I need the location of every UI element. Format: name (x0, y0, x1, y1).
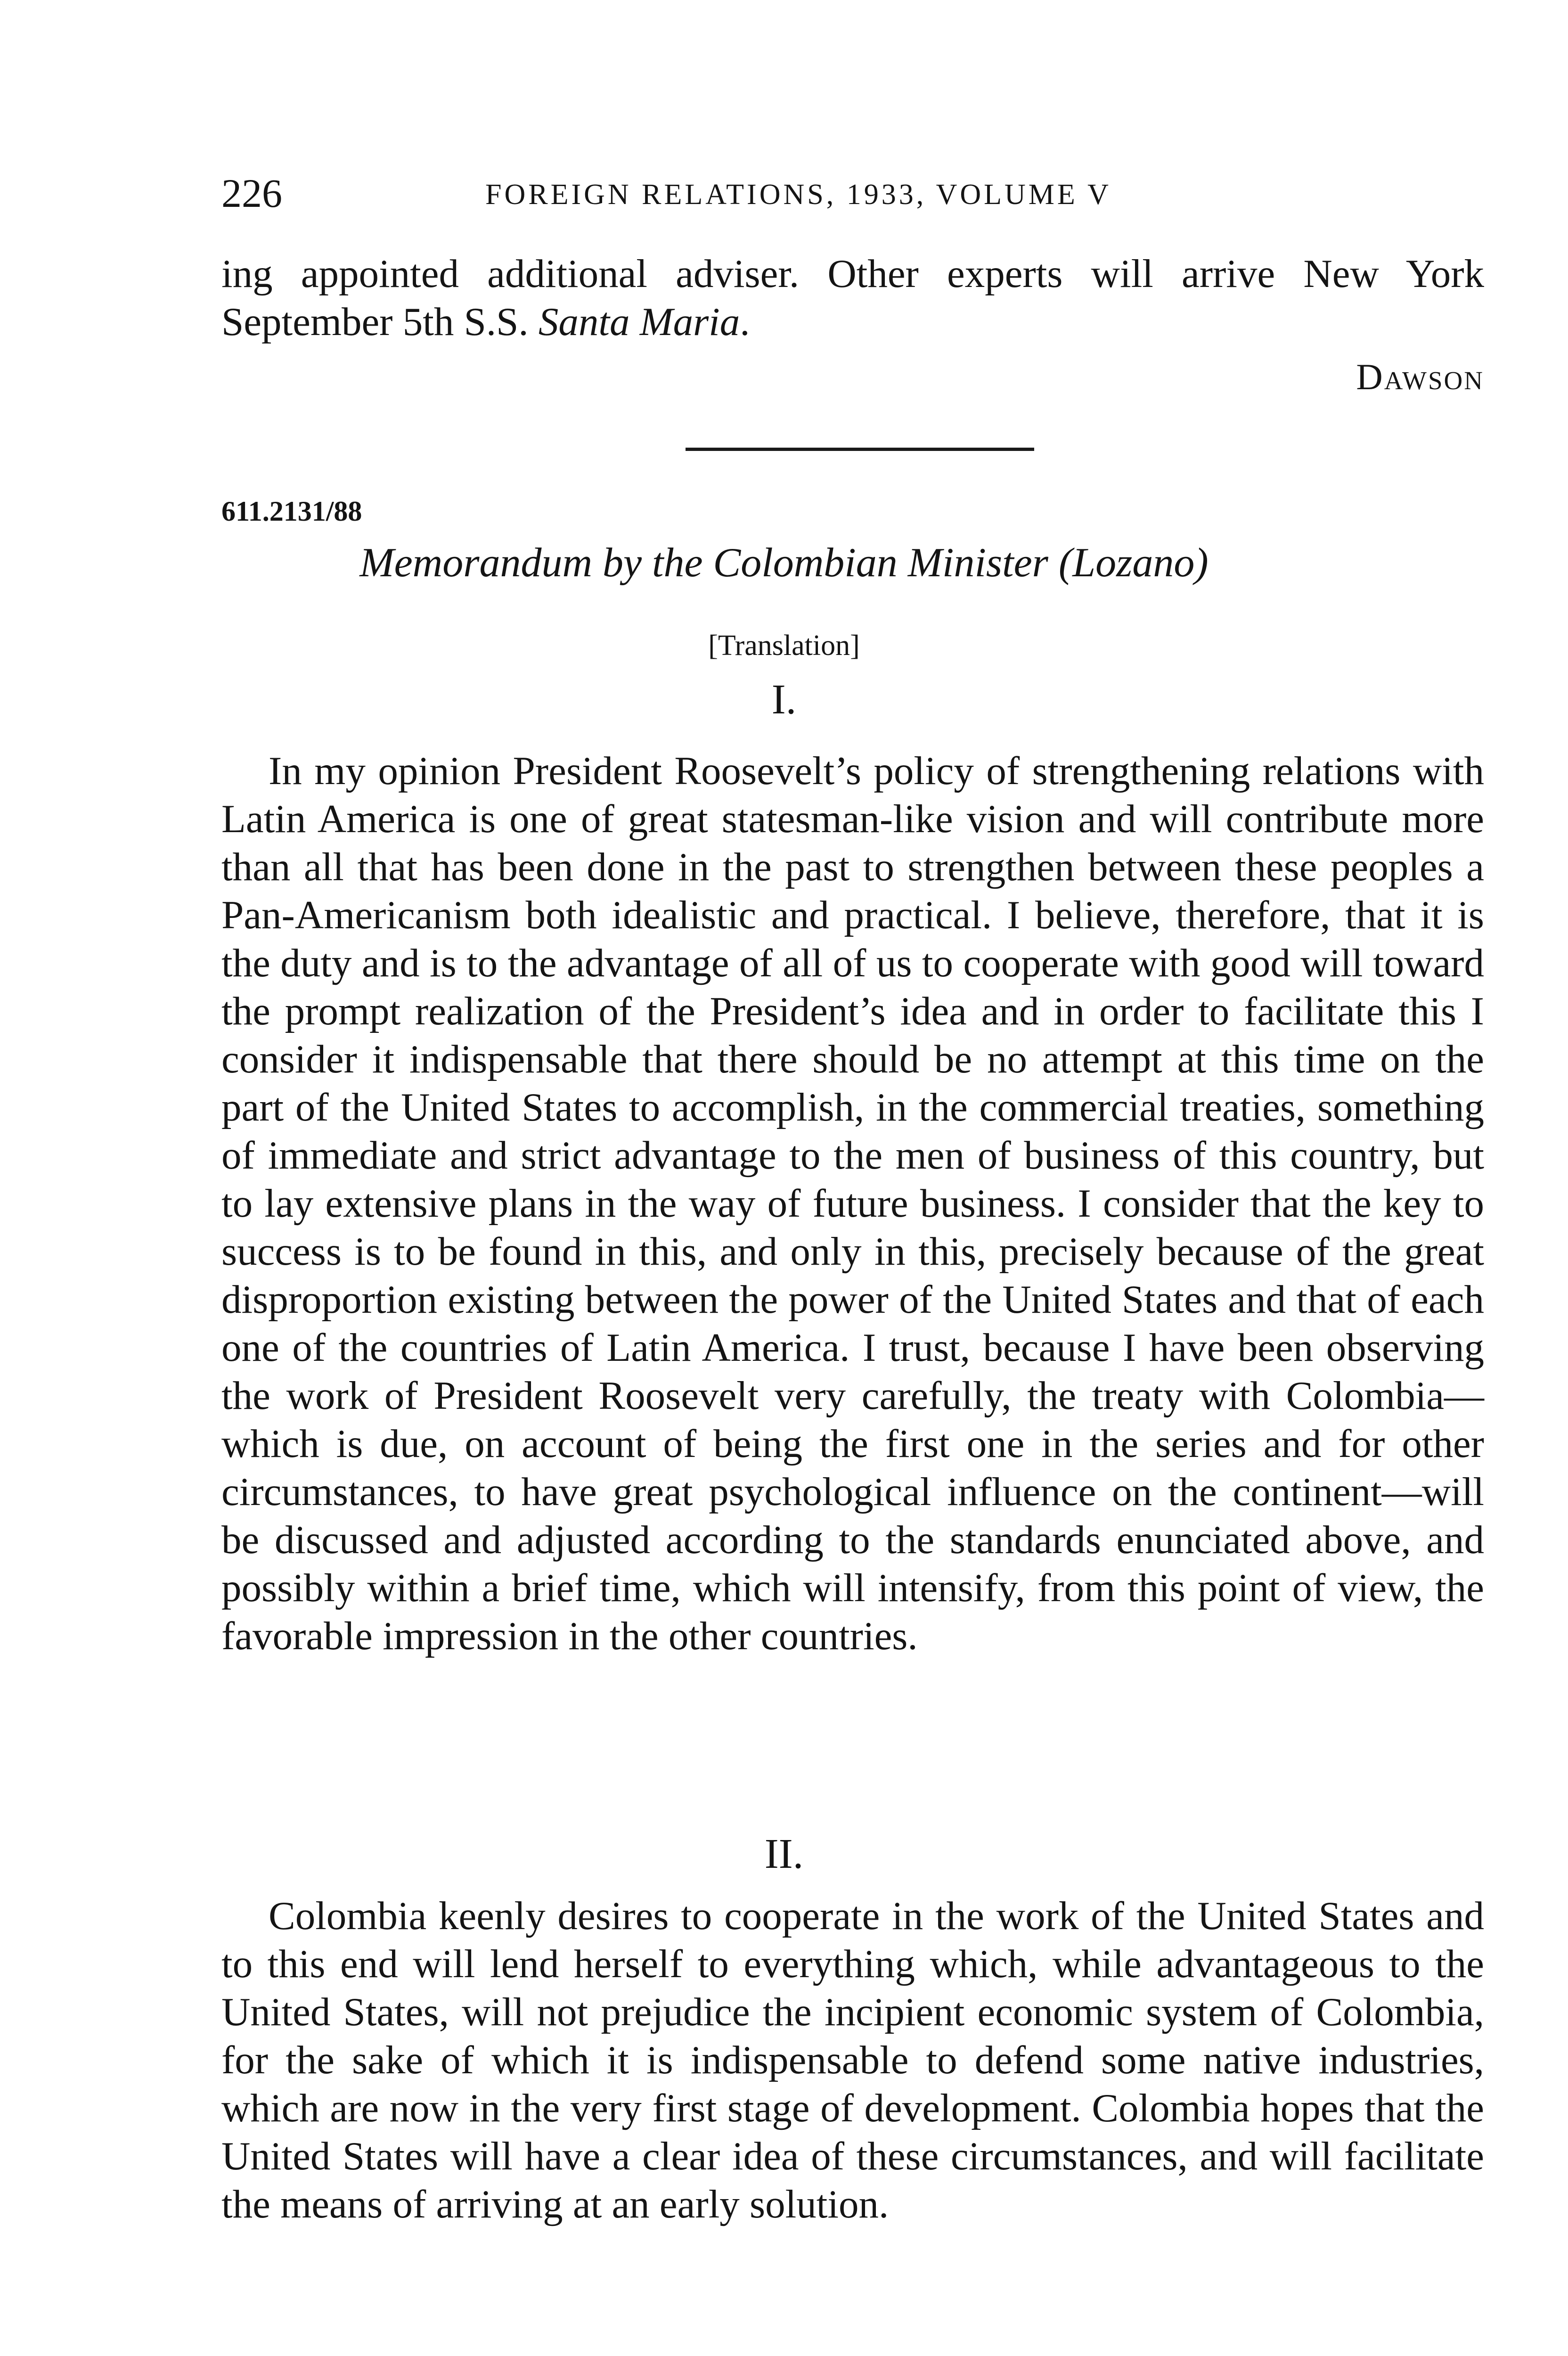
section-1-paragraph: In my opinion President Roosevelt’s policy of strengthening relations with Latin America is one of great statesman-like vision and will contribute more than all that has been done in the past to strengthen between these peoples a Pan-Americanism both idealistic and practical. I believe, therefore, that it is the duty and is to the advantage of all of us to cooperate with good will toward the prompt realization of the President’s idea and in order to facilitate this I consider it indispensable that there should be no attempt at this time on the part of the United States to accomplish, in the commercial treaties, something of immediate and strict advantage to the men of business of this country, but to lay extensive plans in the way of future business. I consider that the key to success is to be found in this, and only in this, precisely because of the great disproportion existing between the power of the United States and that of each one of the countries of Latin America. I trust, because I have been observing the work of President Roosevelt very carefully, the treaty with Colombia—which is due, on account of being the first one in the series and for other circumstances, to have great psychological influence on the continent—will be discussed and adjusted according to the standards enunciated above, and possibly within a brief time, which will intensify, from this point of view, the favorable impression in the other countries. (221, 749, 1484, 1658)
continuation-end: . (740, 300, 750, 344)
running-head: FOREIGN RELATIONS, 1933, VOLUME V (485, 179, 1111, 211)
page-number: 226 (221, 171, 282, 216)
continuation-paragraph (221, 250, 1484, 346)
section-heading-1: I. (771, 676, 797, 723)
continuation-text: ing appointed additional adviser. Other experts will arrive New York September 5th S.S. (221, 252, 1484, 344)
section-2-paragraph: Colombia keenly desires to cooperate in the work of the United States and to this end will lend herself to everything which, while advantageous to the United States, will not prejudice the incipient economic system of Colombia, for the sake of which it is indispensable to defend some native industries, which are now in the very first stage of development. Colombia hopes that the United States will have a clear idea of these circumstances, and will facilitate the means of arriving at an early solution. (221, 1894, 1484, 2226)
document-title: Memorandum by the Colombian Minister (Lozano) (359, 540, 1209, 586)
section-heading-2: II. (764, 1831, 804, 1877)
section-divider (686, 448, 1034, 451)
page-header (221, 167, 1484, 219)
file-number: 611.2131/88 (221, 496, 362, 527)
signature: Dawson (1356, 356, 1484, 397)
ship-name: Santa Maria (538, 300, 740, 344)
translation-note: [Translation] (708, 630, 860, 662)
